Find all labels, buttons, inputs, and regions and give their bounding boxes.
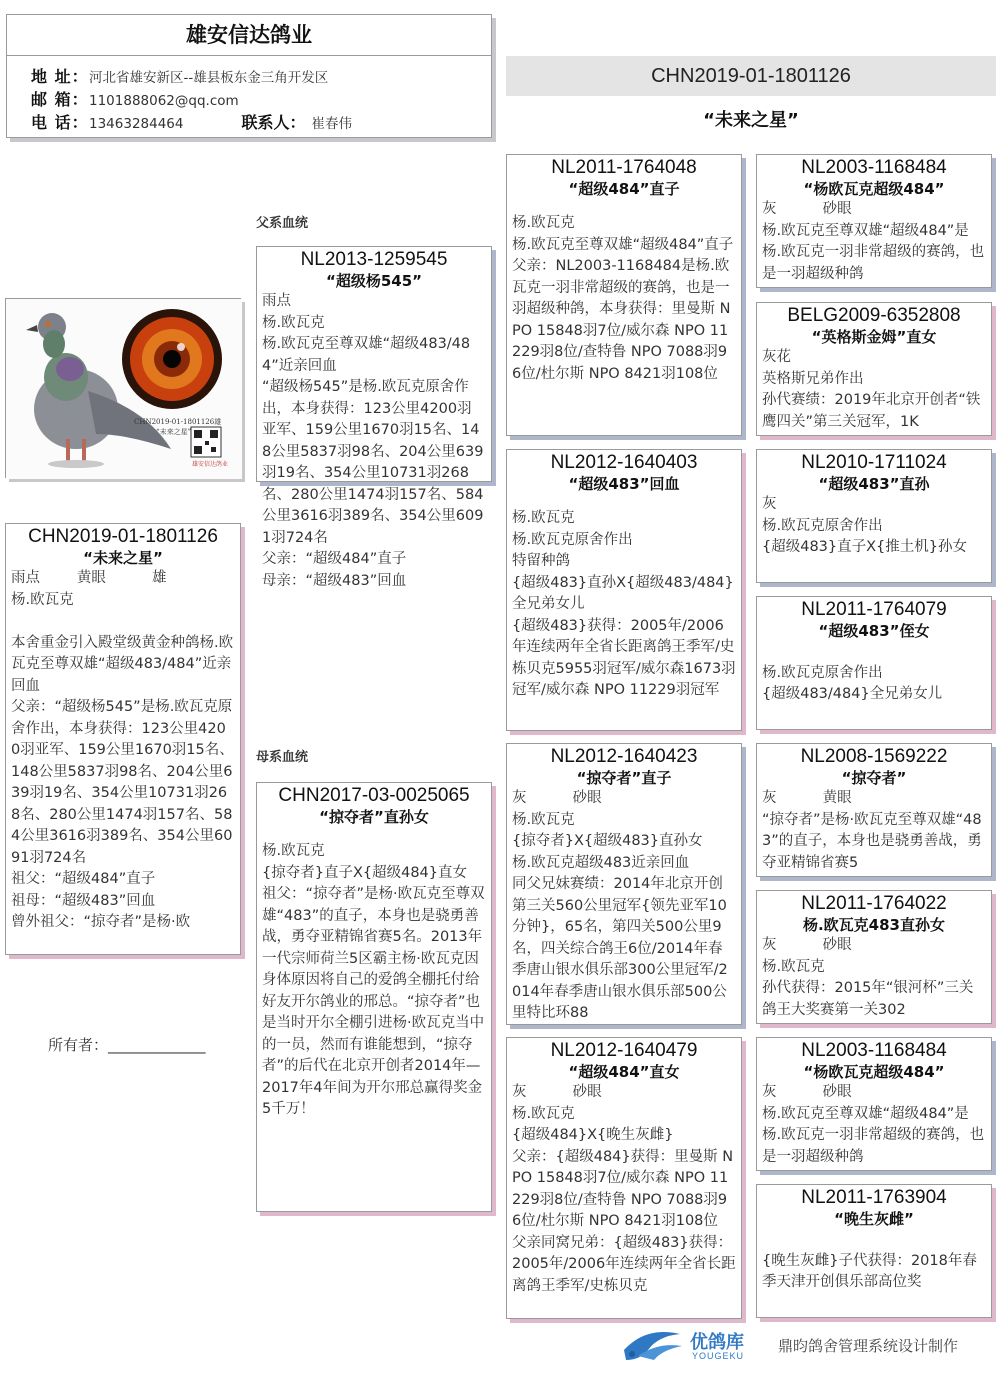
ancestor-card-8 — [756, 1184, 992, 1318]
self-name: “未来之星” — [83, 549, 163, 567]
header-box — [6, 14, 492, 138]
ancestor-card-6 — [756, 890, 992, 1024]
dam-description: 杨.欧瓦克 {掠夺者}直子X{超级484}直女 祖父：“掠夺者”是杨·欧瓦克至尊双雄“483”的直子，本身也是骁勇善战，勇夺亚精锦省赛5名。2013年一代宗师荷兰5区霸主杨·欧瓦克因身体原因将自己的爱鸽全棚托付给好友开尔鸽业的邢总。“掠夺者”也是当时开尔全棚引进杨·欧瓦克当中的一员，然而有谁能想到，“掠夺者”的后代在北京开创者2014年—2017年4年间为开尔邢总赢得奖金5千万！ — [262, 843, 485, 1117]
pigeon-photo — [5, 298, 241, 478]
ancestor-2-description: 灰花 英格斯兄弟作出 孙代赛绩：2019年北京开创者“铁鹰四关”第三关冠军，1K — [762, 349, 981, 430]
ancestor-5-description: 灰 黄眼 “掠夺者”是杨·欧瓦克至尊双雄“483”的直子，本身也是骁勇善战，勇夺亚精锦省赛5 — [762, 790, 982, 871]
ancestor-6-name: 杨.欧瓦克483直孙女 — [802, 916, 945, 934]
loft-title: 雄安信达鸽业 — [7, 15, 491, 56]
dam-ring-number: CHN2017-03-0025065 — [278, 785, 470, 806]
self-pedigree-card — [5, 523, 241, 955]
self-ring-number: CHN2019-01-1801126 — [28, 526, 218, 547]
ancestor-card-3 — [756, 449, 992, 583]
footer-brand: 优鸽库 — [690, 1332, 744, 1353]
ancestor-7-ring-number: NL2003-1168484 — [801, 1040, 947, 1061]
ancestor-6-ring-number: NL2011-1764022 — [801, 893, 947, 914]
dam-dam-card — [506, 1037, 742, 1319]
dam-sire-card — [506, 743, 742, 1025]
ancestor-2-ring-number: BELG2009-6352808 — [787, 305, 961, 326]
sire-sire-name: “超级484”直子 — [568, 180, 680, 198]
dam-sire-description: 灰 砂眼 杨.欧瓦克 {掠夺者}X{超级483}直孙女 杨.欧瓦克超级483近亲回血 同父兄妹赛绩：2014年北京开创第三关560公里冠军{领先亚军10分钟}，65名，第四关500公里9名，四关综合鸽王6位/2014年春季唐山银水俱乐部300公里冠军/2014年春季唐山银水俱乐部500公里特比环88 — [512, 790, 728, 1021]
photo-caption-ring: CHN2019-01-1801126雄 — [134, 418, 222, 426]
photo-caption-name: “未来之星” — [156, 428, 192, 436]
sire-dam-card — [506, 449, 742, 731]
ancestor-card-4 — [756, 596, 992, 730]
sire-card — [256, 246, 492, 589]
self-description: 雨点 黄眼 雄 杨.欧瓦克 本舍重金引入殿堂级黄金种鸽杨.欧瓦克至尊双雄“超级483/484”近亲回血 父亲：“超级杨545”是杨.欧瓦克原舍作出，本身获得：123公里4200羽亚军、159公里1670羽15名、148公里5837羽98名、204公里639羽19名、354公里10731羽268名、280公里1474羽157名、584公里3616羽389名、354公里6091羽724名 祖父：“超级484”直子 祖母：“超级483”回血 曾外祖父：“掠夺者”是杨·欧 — [11, 570, 234, 930]
ancestor-8-description: {晚生灰雌}子代获得：2018年春季天津开创俱乐部高位奖 — [762, 1252, 977, 1290]
dam-sire-ring-number: NL2012-1640423 — [550, 746, 698, 767]
ancestor-card-7 — [756, 1037, 992, 1171]
pigeon-eye — [122, 309, 222, 409]
ancestor-5-name: “掠夺者” — [841, 769, 907, 787]
dam-line-label: 母系血统 — [256, 750, 309, 765]
ancestor-1-name: “杨欧瓦克超级484” — [803, 180, 945, 198]
ancestor-4-description: 杨.欧瓦克原舍作出 {超级483/484}全兄弟女儿 — [762, 664, 943, 702]
main-pigeon-name: “未来之星” — [703, 110, 799, 131]
dam-dam-description: 灰 砂眼 杨.欧瓦克 {超级484}X{晚生灰雌} 父亲：{超级484}获得：里曼斯 NPO 15848羽7位/威尔森 NPO 11229羽8位/查特鲁 NPO 7088羽96位/杜尔斯 NPO 8421羽108位 父亲同窝兄弟：{超级483}获得：2005年/2006年连续两年全省长距离鸽王季军/史栋贝克 — [512, 1084, 736, 1294]
phone-label: 电 话： — [31, 113, 89, 132]
photo-stamp: 雄安信达鸽业 — [192, 461, 229, 468]
ancestor-1-description: 灰 砂眼 杨.欧瓦克至尊双雄“超级484”是杨.欧瓦克一羽非常超级的赛鸽，也是一羽超级种鸽 — [762, 201, 985, 282]
email-row — [7, 89, 491, 112]
sire-sire-ring-number: NL2011-1764048 — [551, 157, 697, 178]
ancestor-5-ring-number: NL2008-1569222 — [800, 746, 948, 767]
ancestor-4-name: “超级483”侄女 — [818, 622, 930, 640]
sire-dam-description: 杨.欧瓦克 杨.欧瓦克原舍作出 特留种鸽 {超级483}直孙X{超级483/484}全兄弟女儿 {超级483}获得：2005年/2006年连续两年全省长距离鸽王季军/史栋贝克5955羽冠军/威尔森1673羽冠军/威尔森 NPO 11229羽冠军 — [512, 510, 736, 698]
phone-row — [7, 112, 491, 135]
ancestor-card-1 — [756, 154, 992, 288]
dam-sire-name: “掠夺者”直子 — [576, 769, 672, 787]
ancestor-6-description: 灰 砂眼 杨.欧瓦克 孙代获得：2015年“银河杯”三关鸽王大奖赛第一关302 — [762, 937, 974, 1018]
dam-name: “掠夺者”直孙女 — [319, 808, 429, 826]
dam-card — [256, 782, 492, 1212]
ancestor-1-ring-number: NL2003-1168484 — [801, 157, 947, 178]
sire-name: “超级杨545” — [325, 272, 423, 290]
ancestor-card-5 — [756, 743, 992, 877]
sire-ring-number: NL2013-1259545 — [300, 249, 448, 270]
ancestor-4-ring-number: NL2011-1764079 — [801, 599, 947, 620]
ancestor-7-name: “杨欧瓦克超级484” — [803, 1063, 945, 1081]
ancestor-3-name: “超级483”直孙 — [818, 475, 930, 493]
sire-dam-ring-number: NL2012-1640403 — [550, 452, 698, 473]
pigeon-photo-image — [6, 299, 242, 479]
contact-value: 崔春伟 — [311, 116, 352, 132]
address-row — [7, 66, 491, 89]
dam-dam-ring-number: NL2012-1640479 — [550, 1040, 698, 1061]
contact-label: 联系人： — [241, 113, 306, 132]
main-ring-banner: CHN2019-01-1801126 — [506, 56, 996, 96]
sire-dam-name: “超级483”回血 — [568, 475, 680, 493]
address-label: 地 址： — [31, 67, 89, 86]
sire-sire-card — [506, 154, 742, 436]
phone-value: 13463284464 — [89, 116, 184, 132]
ancestor-3-description: 灰 杨.欧瓦克原舍作出 {超级483}直子X{推土机}孙女 — [762, 496, 968, 555]
ancestor-7-description: 灰 砂眼 杨.欧瓦克至尊双雄“超级484”是杨.欧瓦克一羽非常超级的赛鸽，也是一羽超级种鸽 — [762, 1084, 985, 1165]
address-value: 河北省雄安新区--雄县板东金三角开发区 — [89, 70, 329, 86]
email-label: 邮 箱： — [31, 90, 89, 109]
sire-line-label: 父系血统 — [256, 216, 309, 231]
sire-description: 雨点 杨.欧瓦克 杨.欧瓦克至尊双雄“超级483/484”近亲回血 “超级杨545”是杨.欧瓦克原舍作出，本身获得：123公里4200羽亚军、159公里1670羽15名、148公里5837羽98名、204公里639羽19名、354公里10731羽268名、280公里1474羽157名、584公里3616羽389名、354公里6091羽724名 父亲：“超级484”直子 母亲：“超级483”回血 — [262, 293, 484, 589]
ancestor-3-ring-number: NL2010-1711024 — [801, 452, 947, 473]
qr-code-icon — [191, 427, 221, 457]
ancestor-8-name: “晚生灰雌” — [834, 1210, 914, 1228]
dam-dam-name: “超级484”直女 — [568, 1063, 680, 1081]
email-value[interactable]: 1101888062@qq.com — [89, 93, 239, 109]
footer-brand-sub: YOUGEKU — [692, 1351, 745, 1361]
ancestor-card-2 — [756, 302, 992, 436]
owner-line: 所有者：_____________ — [48, 1036, 206, 1054]
footer-credit: 鼎昀鸽舍管理系统设计制作 — [778, 1337, 959, 1355]
ancestor-2-name: “英格斯金姆”直女 — [811, 328, 937, 346]
sire-sire-description: 杨.欧瓦克 杨.欧瓦克至尊双雄“超级484”直子 父亲：NL2003-1168484是杨.欧瓦克一羽非常超级的赛鸽，也是一羽超级种鸽，本身获得：里曼斯 NPO 15848羽7位/威尔森 NPO 11229羽8位/查特鲁 NPO 7088羽96位/杜尔斯 NPO 8421羽108位 — [512, 215, 734, 382]
ancestor-8-ring-number: NL2011-1763904 — [801, 1187, 947, 1208]
